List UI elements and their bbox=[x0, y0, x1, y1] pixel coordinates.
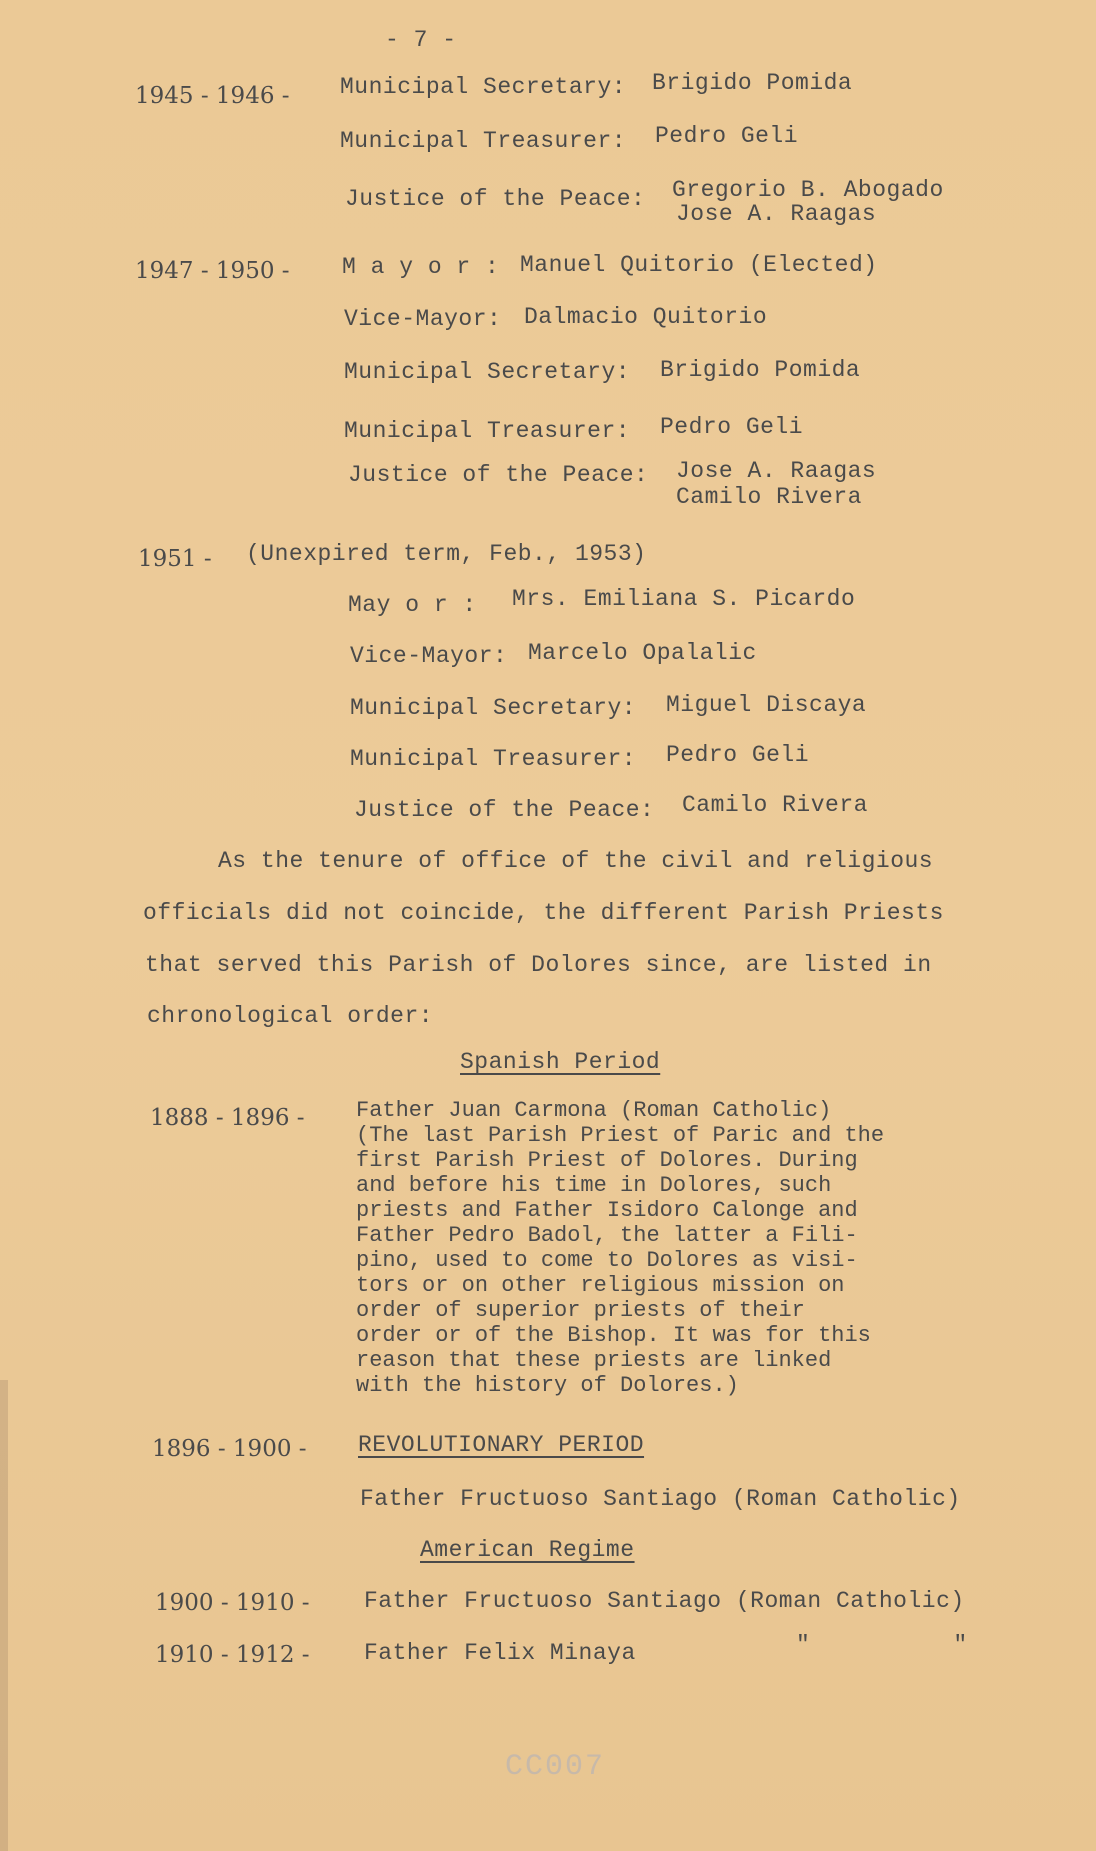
priest-entry: Father Juan Carmona (Roman Catholic) (The last Parish Priest of Paric and the first Parish Priest of Dolores. During and before his time in Dolores, such priests and Father Isidoro Calonge and Father Pedro Badol, the latter a Fili- pino, used to come to Dolores as visi- tors or on other religious mission on order of superior priests of their order or of the Bishop. It was for this reason that these priests are linked with the history of Dolores.) bbox=[356, 1098, 885, 1398]
paragraph-line: chronological order: bbox=[147, 1003, 434, 1029]
office-title: Municipal Treasurer: bbox=[340, 128, 627, 154]
section-heading-revolutionary: REVOLUTIONARY PERIOD bbox=[358, 1432, 645, 1458]
priest-years: 1896 - 1900 - bbox=[152, 1436, 307, 1462]
office-title: May o r : bbox=[348, 592, 477, 618]
paragraph-line: As the tenure of office of the civil and religious bbox=[218, 848, 934, 874]
office-holder: Mrs. Emiliana S. Picardo bbox=[512, 586, 856, 612]
office-title: Municipal Secretary: bbox=[340, 74, 627, 100]
priest-years: 1910 - 1912 - bbox=[155, 1642, 310, 1668]
paragraph-line: officials did not coincide, the different Parish Priests bbox=[143, 900, 944, 926]
priest-name: Father Fructuoso Santiago (Roman Catholic) bbox=[364, 1588, 965, 1614]
term-years: 1951 - bbox=[138, 546, 212, 572]
office-holder: Brigido Pomida bbox=[660, 357, 861, 383]
paragraph-line: that served this Parish of Dolores since, are listed in bbox=[145, 952, 932, 978]
office-title: Municipal Secretary: bbox=[344, 359, 631, 385]
office-title: Vice-Mayor: bbox=[344, 306, 502, 332]
priest-years: 1888 - 1896 - bbox=[150, 1105, 305, 1131]
office-title: Justice of the Peace: bbox=[348, 462, 649, 488]
section-heading-spanish: Spanish Period bbox=[460, 1049, 661, 1075]
office-holder: Camilo Rivera bbox=[676, 484, 862, 510]
paper-edge-shadow bbox=[0, 1380, 8, 1851]
office-holder: Dalmacio Quitorio bbox=[524, 304, 768, 330]
office-holder: Manuel Quitorio (Elected) bbox=[520, 252, 878, 278]
office-holder: Jose A. Raagas bbox=[676, 458, 877, 484]
office-title: Municipal Secretary: bbox=[350, 695, 637, 721]
archive-stamp: CC007 bbox=[505, 1750, 606, 1784]
section-heading-american: American Regime bbox=[420, 1537, 635, 1563]
office-title: Justice of the Peace: bbox=[345, 186, 646, 212]
office-holder: Camilo Rivera bbox=[682, 792, 868, 818]
office-holder: Gregorio B. Abogado bbox=[672, 177, 944, 203]
office-title: Vice-Mayor: bbox=[350, 643, 508, 669]
office-holder: Pedro Geli bbox=[655, 123, 799, 149]
ditto-marks: " " bbox=[796, 1632, 968, 1658]
office-holder: Jose A. Raagas bbox=[676, 201, 877, 227]
office-holder: Pedro Geli bbox=[666, 742, 810, 768]
office-holder: Miguel Discaya bbox=[666, 692, 867, 718]
priest-name: Father Felix Minaya bbox=[364, 1640, 636, 1666]
page-number: - 7 - bbox=[385, 27, 457, 53]
office-holder: Pedro Geli bbox=[660, 414, 804, 440]
office-holder: Brigido Pomida bbox=[652, 70, 853, 96]
office-title: Municipal Treasurer: bbox=[350, 746, 637, 772]
term-note: (Unexpired term, Feb., 1953) bbox=[246, 541, 647, 567]
office-title: Justice of the Peace: bbox=[354, 797, 655, 823]
term-years: 1945 - 1946 - bbox=[135, 83, 290, 109]
term-years: 1947 - 1950 - bbox=[135, 258, 290, 284]
office-title: M a y o r : bbox=[342, 254, 500, 280]
priest-name: Father Fructuoso Santiago (Roman Catholic) bbox=[360, 1486, 961, 1512]
priest-years: 1900 - 1910 - bbox=[155, 1590, 310, 1616]
office-holder: Marcelo Opalalic bbox=[528, 640, 757, 666]
office-title: Municipal Treasurer: bbox=[344, 418, 631, 444]
